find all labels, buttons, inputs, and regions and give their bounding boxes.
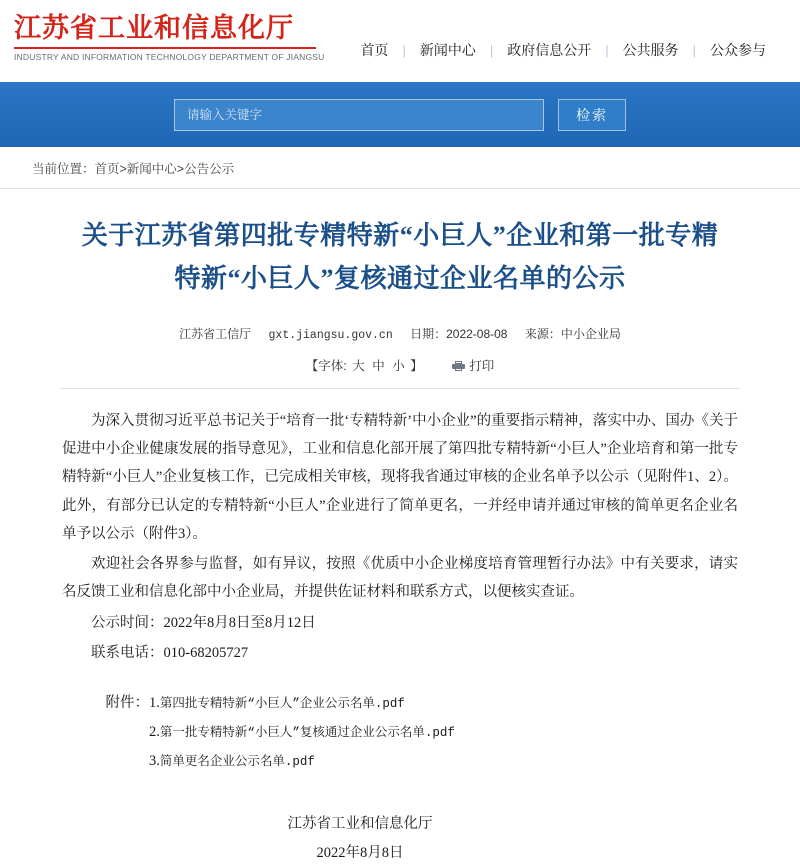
page-title: 关于江苏省第四批专精特新“小巨人”企业和第一批专精特新“小巨人”复核通过企业名单的公示 <box>81 221 719 293</box>
print-label: 打印 <box>469 358 495 373</box>
font-size-small[interactable]: 小 <box>392 358 405 373</box>
nav-separator: | <box>489 42 494 58</box>
attachment-index: 3. <box>149 753 160 770</box>
breadcrumb-bar <box>0 147 800 189</box>
nav-separator: | <box>402 42 406 58</box>
nav-item-public-service[interactable]: 公共服务 <box>622 42 679 58</box>
article-body <box>60 389 740 667</box>
article <box>0 189 800 868</box>
font-size-controls <box>60 356 740 374</box>
contact-phone: 联系电话：010-68205727 <box>91 644 249 661</box>
logo-divider <box>14 47 316 49</box>
font-size-medium[interactable]: 中 <box>372 358 385 373</box>
attachment-link[interactable]: 第一批专精特新“小巨人”复核通过企业公示名单.pdf <box>159 726 455 741</box>
site-header <box>0 0 800 82</box>
notice-time: 公示时间：2022年8月8日至8月12日 <box>91 614 316 631</box>
signature-org: 江苏省工业和信息化厅 <box>287 816 433 833</box>
signature <box>60 810 740 868</box>
attachment-row[interactable] <box>62 718 740 747</box>
attachments-label: 附件： <box>105 695 149 712</box>
attachment-row[interactable] <box>62 747 740 776</box>
nav-separator: | <box>692 42 696 58</box>
font-size-label: 【字体: <box>305 358 347 373</box>
search-button[interactable]: 检索 <box>558 99 626 131</box>
attachment-link[interactable]: 简单更名企业公示名单.pdf <box>159 755 315 770</box>
attachment-index: 2. <box>149 724 160 741</box>
nav-item-news[interactable]: 新闻中心 <box>419 42 476 58</box>
nav-item-gov-info[interactable]: 政府信息公开 <box>507 42 592 58</box>
attachment-index: 1. <box>149 695 160 712</box>
article-paragraph: 欢迎社会各界参与监督，如有异议，按照《优质中小企业梯度培育管理暂行办法》中有关要求，请实名反馈工业和信息化部中小企业局，并提供佐证材料和联系方式，以便核实查证。 <box>62 556 738 601</box>
signature-date: 2022年8月8日 <box>316 845 404 862</box>
article-meta <box>60 325 740 342</box>
meta-source: 来源：中小企业局 <box>524 326 621 341</box>
font-size-close: 】 <box>410 358 423 373</box>
main-nav <box>329 14 782 60</box>
printer-icon <box>452 361 465 371</box>
attachment-link[interactable]: 第四批专精特新“小巨人”企业公示名单.pdf <box>159 697 405 712</box>
meta-date: 日期：2022-08-08 <box>410 326 508 341</box>
attachments <box>60 689 740 776</box>
search-bar <box>0 82 800 147</box>
nav-item-public-participation[interactable]: 公众参与 <box>710 42 766 58</box>
site-logo[interactable] <box>14 14 329 62</box>
meta-source-org: 江苏省工信厅 <box>179 326 252 341</box>
logo-subtitle: INDUSTRY AND INFORMATION TECHNOLOGY DEPARTMENT OF JIANGSU <box>14 52 325 63</box>
logo-title: 江苏省工业和信息化厅 <box>14 13 294 43</box>
print-button[interactable] <box>452 359 494 373</box>
attachment-row[interactable] <box>62 689 740 718</box>
nav-separator: | <box>605 42 609 58</box>
search-input[interactable] <box>174 99 544 131</box>
article-paragraph: 为深入贯彻习近平总书记关于“培育一批‘专精特新’中小企业”的重要指示精神，落实中办、国办《关于促进中小企业健康发展的指导意见》，工业和信息化部开展了第四批专精特新“小巨人”企业培育和第一批专精特新“小巨人”企业复核工作，已完成相关审核，现将我省通过审核的企业名单予以公示（见附件1、2）。此外，有部分已认定的专精特新“小巨人”企业进行了简单更名，一并经申请并通过审核的简单更名企业名单予以公示（附件3）。 <box>62 412 738 542</box>
nav-item-home[interactable]: 首页 <box>360 42 389 58</box>
breadcrumb[interactable]: 当前位置：首页>新闻中心>公告公示 <box>32 161 235 176</box>
font-size-large[interactable]: 大 <box>352 358 365 373</box>
meta-url: gxt.jiangsu.gov.cn <box>268 328 393 342</box>
